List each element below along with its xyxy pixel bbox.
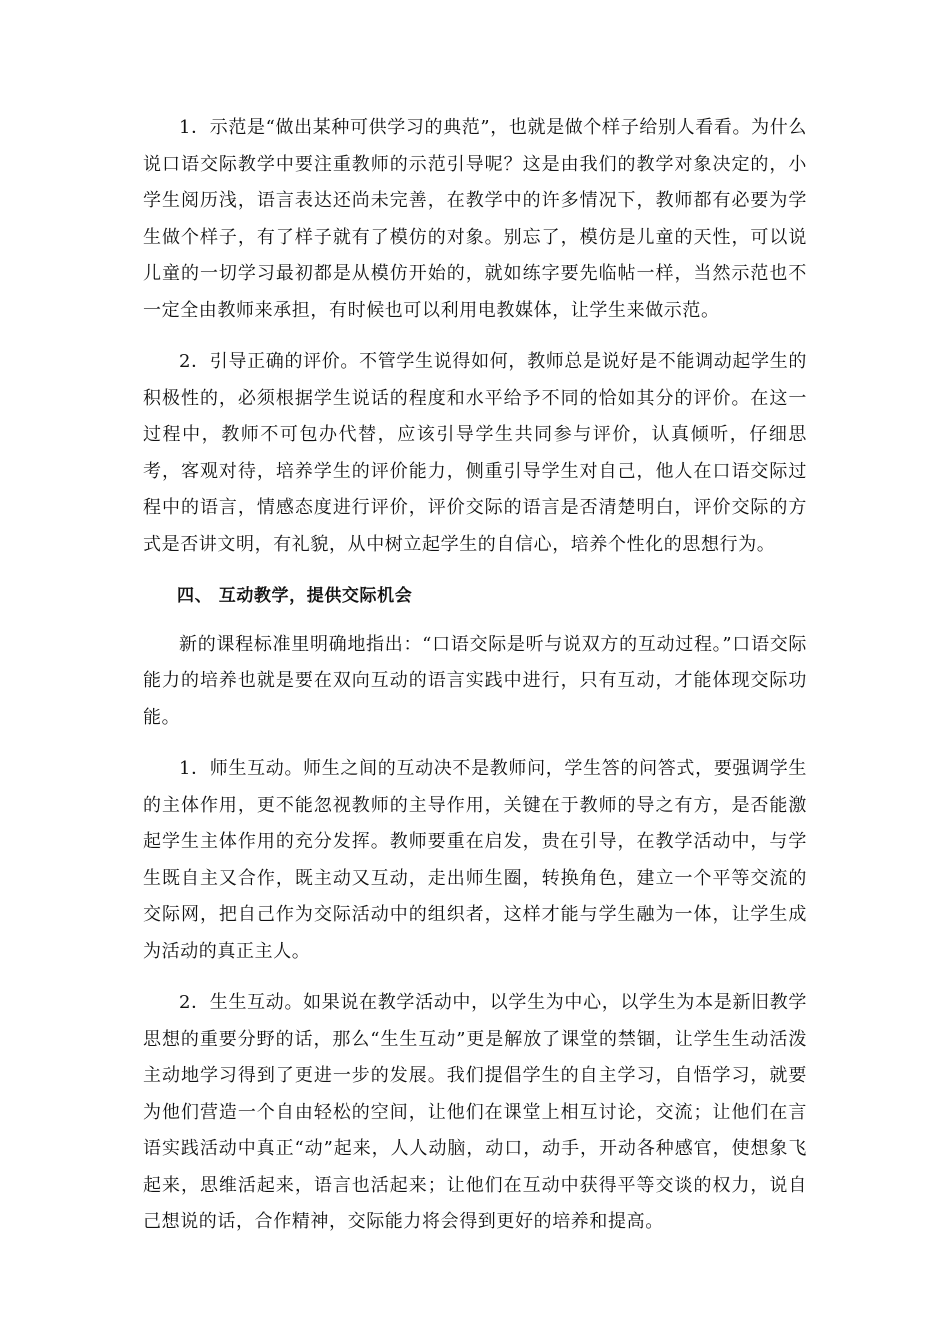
paragraph-evaluation: 2．引导正确的评价。不管学生说得如何，教师总是说好是不能调动起学生的积极性的，必须根据学生说话的程度和水平给予不同的恰如其分的评价。在这一过程中，教师不可包办代替，应该引导学生共同参与评价，认真倾听，仔细思考，客观对待，培养学生的评价能力，侧重引导学生对自己，他人在口语交际过程中的语言，情感态度进行评价，评价交际的语言是否清楚明白，评价交际的方式是否讲文明，有礼貌，从中树立起学生的自信心，培养个性化的思想行为。 bbox=[143, 351, 807, 555]
paragraph-curriculum-standard: 新的课程标准里明确地指出：“口语交际是听与说双方的互动过程。”口语交际能力的培养也就是要在双向互动的语言实践中进行，只有互动，才能体现交际功能。 bbox=[143, 633, 807, 728]
paragraph-teacher-student-interaction: 1．师生互动。师生之间的互动决不是教师问，学生答的问答式，要强调学生的主体作用，更不能忽视教师的主导作用，关键在于教师的导之有方，是否能激起学生主体作用的充分发挥。教师要重在启发，贵在引导，在教学活动中，与学生既自主又合作，既主动又互动，走出师生圈，转换角色，建立一个平等交流的交际网，把自己作为交际活动中的组织者，这样才能与学生融为一体，让学生成为活动的真正主人。 bbox=[143, 758, 807, 962]
paragraph-student-student-interaction: 2．生生互动。如果说在教学活动中，以学生为中心，以学生为本是新旧教学思想的重要分野的话，那么“生生互动”更是解放了课堂的禁锢，让学生生动活泼主动地学习得到了更进一步的发展。我们提倡学生的自主学习，自悟学习，就要为他们营造一个自由轻松的空间，让他们在课堂上相互讨论，交流；让他们在言语实践活动中真正“动”起来，人人动脑，动口，动手，开动各种感官，使想象飞起来，思维活起来，语言也活起来；让他们在互动中获得平等交谈的权力，说自己想说的话，合作精神，交际能力将会得到更好的培养和提高。 bbox=[143, 992, 807, 1232]
document-page bbox=[143, 110, 807, 1256]
section-heading: 四、 互动教学，提供交际机会 bbox=[177, 586, 413, 606]
paragraph-demonstration: 1．示范是“做出某种可供学习的典范”，也就是做个样子给别人看看。为什么说口语交际教学中要注重教师的示范引导呢？这是由我们的教学对象决定的，小学生阅历浅，语言表达还尚未完善，在教学中的许多情况下，教师都有必要为学生做个样子，有了样子就有了模仿的对象。别忘了，模仿是儿童的天性，可以说儿童的一切学习最初都是从模仿开始的，就如练字要先临帖一样，当然示范也不一定全由教师来承担，有时候也可以利用电教媒体，让学生来做示范。 bbox=[143, 117, 807, 321]
